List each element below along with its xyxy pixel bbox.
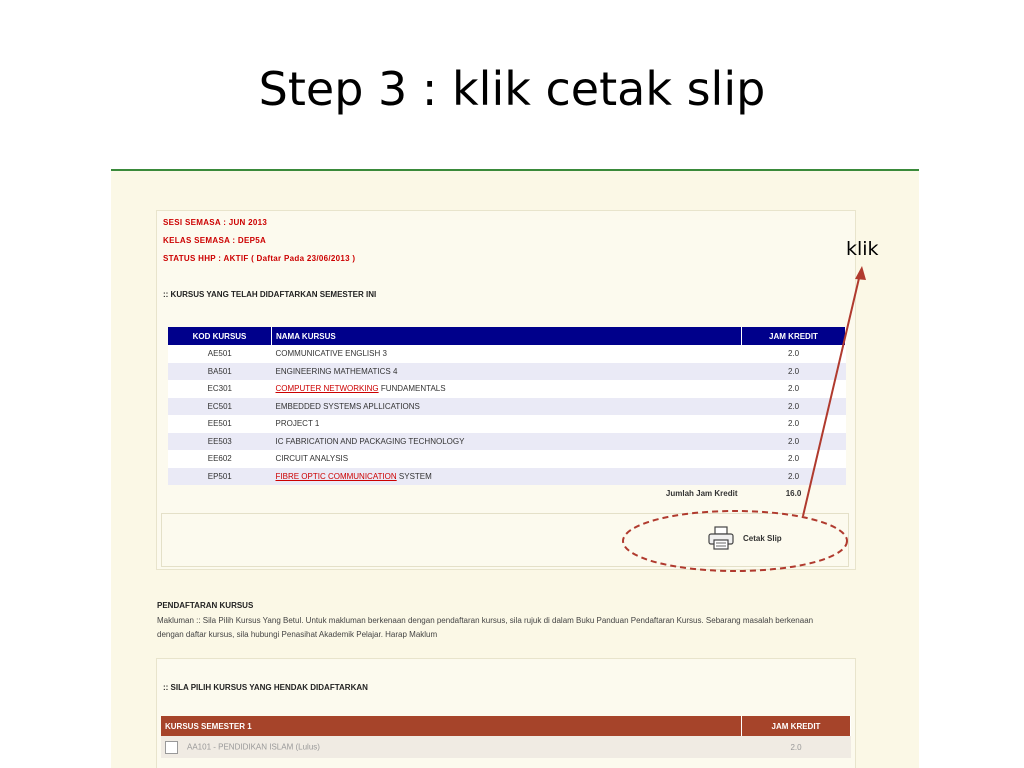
- sesi-semasa: SESI SEMASA : JUN 2013: [163, 218, 268, 227]
- course-credit: 2.0: [742, 468, 846, 486]
- course-code: EE503: [168, 433, 272, 451]
- col-jam-kredit: JAM KREDIT: [742, 327, 846, 345]
- course-code: EP501: [168, 468, 272, 486]
- portal-screenshot: [111, 171, 919, 768]
- course-name: ENGINEERING MATHEMATICS 4: [272, 363, 742, 381]
- slide-title: Step 3 : klik cetak slip: [258, 62, 766, 116]
- course-credit: 2.0: [742, 433, 846, 451]
- course-credit: 2.0: [742, 363, 846, 381]
- course-name-link[interactable]: COMPUTER NETWORKING: [275, 384, 379, 394]
- course-name-link[interactable]: FIBRE OPTIC COMMUNICATION: [275, 471, 397, 481]
- course-name: EMBEDDED SYSTEMS APLLICATIONS: [272, 398, 742, 416]
- course-option: [161, 736, 742, 758]
- course-code: AE501: [168, 345, 272, 363]
- annotation-overlay: [111, 171, 919, 591]
- col-nama-kursus: NAMA KURSUS: [272, 327, 742, 345]
- table-row: [161, 736, 851, 758]
- kelas-semasa: KELAS SEMASA : DEP5A: [163, 236, 267, 245]
- pendaftaran-notice: Makluman :: Sila Pilih Kursus Yang Betul. Untuk makluman berkenaan dengan pendaftaran kursus, sila rujuk di dalam Buku Panduan Pendaftaran Kursus. Sebarang masalah berkenaan dengan daftar kursus, sila hubungi Penasihat Akademik Pelajar. Harap Maklum: [157, 616, 814, 639]
- course-code: EE501: [168, 415, 272, 433]
- course-credit: 2.0: [742, 415, 846, 433]
- course-code: EC301: [168, 380, 272, 398]
- semester1-table: [161, 716, 851, 758]
- course-name: COMMUNICATIVE ENGLISH 3: [272, 345, 742, 363]
- col-jam-kredit: JAM KREDIT: [742, 716, 851, 736]
- course-credit: 2.0: [742, 398, 846, 416]
- select-heading: :: SILA PILIH KURSUS YANG HENDAK DIDAFTARKAN: [163, 683, 368, 692]
- course-credit: 2.0: [742, 450, 846, 468]
- cetak-slip-button[interactable]: Cetak Slip: [743, 534, 782, 543]
- annotation-arrow: [803, 274, 860, 516]
- arrow-head: [855, 266, 866, 280]
- registered-heading: :: KURSUS YANG TELAH DIDAFTARKAN SEMESTER INI: [163, 290, 377, 299]
- course-credit: 2.0: [742, 345, 846, 363]
- klik-annotation: klik: [846, 238, 879, 260]
- total-label: Jumlah Jam Kredit: [665, 489, 738, 499]
- course-name: IC FABRICATION AND PACKAGING TECHNOLOGY: [272, 433, 742, 451]
- course-checkbox[interactable]: [165, 741, 178, 754]
- course-option-label: AA101 - PENDIDIKAN ISLAM (Lulus): [187, 742, 320, 752]
- pendaftaran-heading: PENDAFTARAN KURSUS: [157, 601, 254, 610]
- course-credit: 2.0: [742, 736, 851, 758]
- course-name-rest: SYSTEM: [396, 471, 432, 481]
- total-value: 16.0: [785, 489, 802, 499]
- col-kursus-semester: KURSUS SEMESTER 1: [161, 716, 742, 736]
- course-credit: 2.0: [742, 380, 846, 398]
- course-code: BA501: [168, 363, 272, 381]
- course-name: PROJECT 1: [272, 415, 742, 433]
- course-code: EE602: [168, 450, 272, 468]
- course-code: EC501: [168, 398, 272, 416]
- status-hhp: STATUS HHP : AKTIF ( Daftar Pada 23/06/2013 ): [163, 254, 356, 263]
- course-name: CIRCUIT ANALYSIS: [272, 450, 742, 468]
- highlight-ellipse: [623, 511, 847, 571]
- course-name-rest: FUNDAMENTALS: [378, 384, 446, 394]
- col-kod-kursus: KOD KURSUS: [168, 327, 272, 345]
